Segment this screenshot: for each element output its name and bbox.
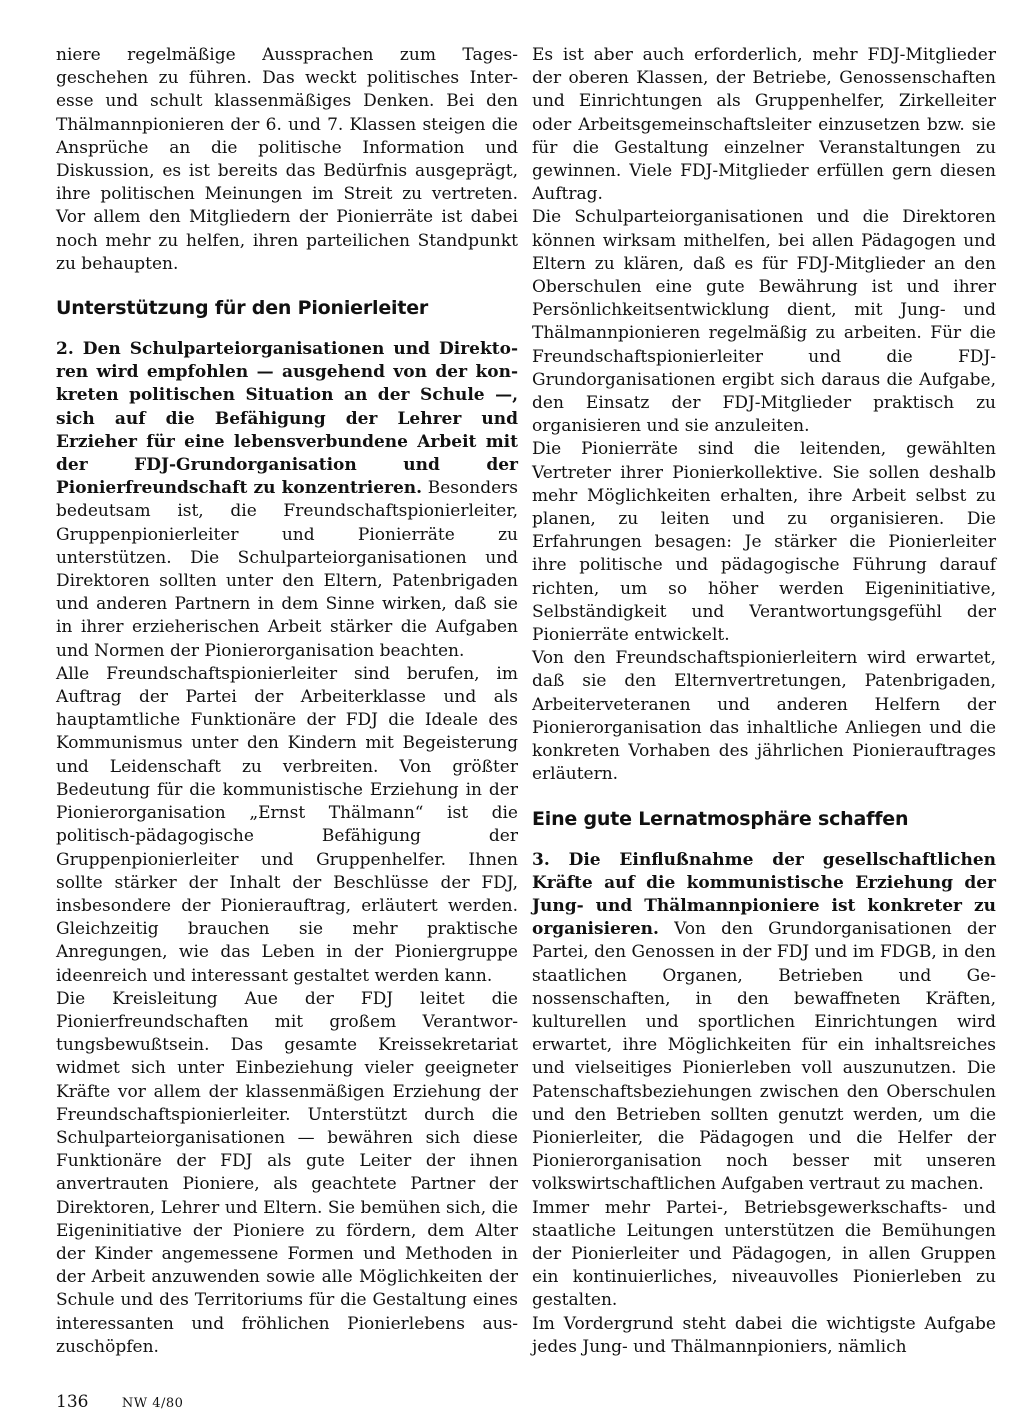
paragraph: Alle Freundschaftspionierleiter sind berufen, im Auftrag der Partei der Arbeiterklasse und als hauptamtliche Funktionäre der FDJ die Ideale des Kommunismus unter den Kindern mit Begeisterung und Leidenschaft zu verbreiten. Von größter Bedeutung für die kommunistische Erziehung in der Pionierorganisation „Ernst Thälmann“ ist die politisch-pädagogische Befähigung der Gruppenpionierleiter und Gruppenhelfer. Ihnen sollte stärker der Inhalt der Beschlüsse der FDJ, insbesondere der Pionierauftrag, erläutert werden. Gleichzeitig brauchen sie mehr praktische Anregungen, wie das Leben in der Pioniergruppe ideenreich und interessant gestaltet werden kann. [56, 663, 518, 986]
paragraph: Die Pionierräte sind die leitenden, gewählten Vertreter ihrer Pionierkollektive. Sie sollen deshalb mehr Möglichkeiten erhalten, ihre Arbeit selbst zu planen, zu leiten und zu organisieren. Die Erfahrungen besagen: Je stärker die Pionierleiter ihre politische und pädagogische Führung darauf richten, um so höher werden Eigeninitiative, Selbständigkeit und Verantwortungsgefühl der Pionierräte entwickelt. [532, 439, 996, 646]
page-footer [56, 1392, 183, 1414]
section-heading-lernatmosphaere: Eine gute Lernatmosphäre schaffen [532, 807, 909, 830]
paragraph-lead: 3. Die Einflußnahme der gesellschaftlichen Kräfte auf die kommunistische Erziehung der Jung- und Thälmannpioniere ist konkreter zu organisieren. [532, 849, 996, 940]
section-heading-pionierleiter: Unterstützung für den Pionierleiter [56, 297, 429, 320]
paragraph [532, 849, 996, 1197]
paragraph: niere regelmäßige Aussprachen zum Tagesgeschehen zu führen. Das weckt politisches Interesse und schult klassenmäßiges Denken. Bei den Thälmannpionieren der 6. und 7. Klassen steigen die Ansprüche an die politische Information und Diskussion, es ist bereits das Bedürfnis ausgeprägt, ihre politischen Meinungen im Streit zu vertreten. Vor allem den Mitgliedern der Pionierräte ist dabei noch mehr zu helfen, ihren parteilichen Standpunkt zu behaupten. [56, 45, 518, 274]
left-column [56, 44, 518, 1359]
paragraph: Die Schulparteiorganisationen und die Direktoren können wirksam mithelfen, bei allen Pädagogen und Eltern zu klären, daß es für FDJ-Mitglieder an den Oberschulen eine gute Bewährung ist und ihrer Persönlichkeitsentwicklung dient, mit Jung- und Thälmannpionieren regelmäßig zu arbeiten. Für die Freundschaftspionierleiter und die FDJ-Grundorganisationen ergibt sich daraus die Aufgabe, den Einsatz der FDJ-Mitglieder praktisch zu organisieren und sie anzuleiten. [532, 207, 996, 437]
paragraph-body: Besonders bedeutsam ist, die Freundschaftspionierleiter, Gruppenpionierleiter und Pionierräte zu unterstützen. Die Schulparteiorganisationen und Direktoren sollten unter den Eltern, Patenbrigaden und anderen Partnern in dem Sinne wirken, daß sie in ihrer erzieherischen Arbeit stärker die Aufgaben und Normen der Pionierorganisation beachten. [56, 478, 518, 661]
paragraph: Es ist aber auch erforderlich, mehr FDJ-Mitglieder der oberen Klassen, der Betriebe, Genossenschaften und Einrichtungen als Gruppenhelfer, Zirkelleiter oder Arbeitsgemeinschaftsleiter einzusetzen bzw. sie für die Gestaltung einzelner Veranstaltungen zu gewinnen. Viele FDJ-Mitglieder erfüllen gern diesen Auftrag. [532, 45, 996, 205]
paragraph: Von den Freundschaftspionierleitern wird erwartet, daß sie den Elternvertretungen, Patenbrigaden, Arbeiterveteranen und anderen Helfern der Pionierorganisation das inhaltliche Anliegen und die konkreten Vorhaben des jährlichen Pionierauftrages erläutern. [532, 648, 996, 785]
issue-label: NW 4/80 [121, 1396, 184, 1411]
page-number: 136 [56, 1392, 89, 1412]
paragraph: Die Kreisleitung Aue der FDJ leitet die Pionierfreundschaften mit großem Verantwortungsbewußtsein. Das gesamte Kreissekretariat widmet sich unter Einbeziehung vieler geeigneter Kräfte vor allem der klassenmäßigen Erziehung der Freundschaftspionierleiter. Unterstützt durch die Schulparteiorganisationen — bewähren sich diese Funktionäre der FDJ als gute Leiter der ihnen anvertrauten Pioniere, als geachtete Partner der Direktoren, Lehrer und Eltern. Sie bemühen sich, die Eigeninitiative der Pioniere zu fördern, dem Alter der Kinder angemessene Formen und Methoden in der Arbeit anzuwenden sowie alle Möglichkeiten der Schule und des Territoriums für die Gestaltung eines interessanten und fröhlichen Pionierlebens auszuschöpfen. [56, 988, 518, 1357]
right-column [532, 44, 996, 1359]
paragraph: Im Vordergrund steht dabei die wichtigste Aufgabe jedes Jung- und Thälmannpioniers, nämlich [532, 1313, 996, 1357]
paragraph-body: Von den Grundorganisationen der Partei, den Genossen in der FDJ und im FDGB, in den staatlichen Organen, Betrieben und Genossenschaften, in den bewaffneten Kräften, kulturellen und sportlichen Einrichtungen wird erwartet, ihre Möglichkeiten für ein inhaltsreiches und vielseitiges Pionierleben voll auszunutzen. Die Patenschaftsbeziehungen zwischen den Oberschulen und den Betrieben sollten genutzt werden, um die Pionierleiter, die Pädagogen und die Helfer der Pionierorganisation noch besser mit unseren volkswirtschaftlichen Aufgaben vertraut zu machen. [532, 919, 996, 1195]
paragraph [56, 338, 518, 663]
paragraph-lead: 2. Den Schulparteiorganisationen und Direktoren wird empfohlen — ausgehend von der konkreten politischen Situation an der Schule —, sich auf die Befähigung der Lehrer und Erzieher für eine lebensverbundene Arbeit mit der FDJ-Grundorganisation und der Pionierfreundschaft zu konzentrieren. [56, 339, 518, 499]
paragraph: Immer mehr Partei-, Betriebsgewerkschafts- und staatliche Leitungen unterstützen die Bemühungen der Pionierleiter und Pädagogen, in allen Gruppen ein kontinuierliches, niveauvolles Pionierleben zu gestalten. [532, 1197, 996, 1311]
